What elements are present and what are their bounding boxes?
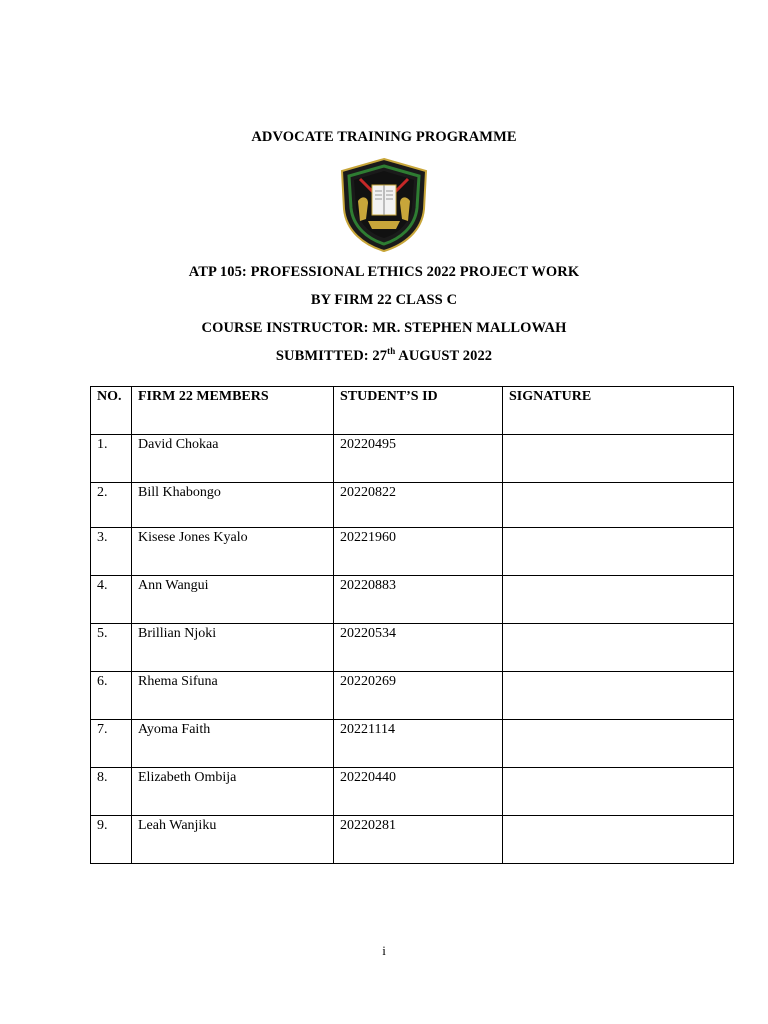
signature-cell[interactable]: [503, 483, 734, 528]
signature-cell[interactable]: [503, 816, 734, 864]
member-name: Elizabeth Ombija: [132, 768, 334, 816]
header-student-id: STUDENT’S ID: [334, 387, 503, 435]
table-row: [91, 483, 734, 528]
student-id: 20220281: [334, 816, 503, 864]
instructor-line: COURSE INSTRUCTOR: MR. STEPHEN MALLOWAH: [201, 320, 567, 336]
student-id: 20220269: [334, 672, 503, 720]
student-id: 20220822: [334, 483, 503, 528]
member-name: Brillian Njoki: [132, 624, 334, 672]
document-title: ADVOCATE TRAINING PROGRAMME: [251, 129, 517, 145]
row-number: 1.: [91, 435, 132, 483]
members-table: [90, 386, 734, 864]
student-id: 20221960: [334, 528, 503, 576]
member-name: David Chokaa: [132, 435, 334, 483]
submitted-suffix: AUGUST 2022: [395, 348, 493, 364]
submitted-prefix: SUBMITTED: 27: [275, 348, 388, 364]
firm-line: BY FIRM 22 CLASS C: [310, 292, 458, 308]
row-number: 8.: [91, 768, 132, 816]
table-row: [91, 720, 734, 768]
row-number: 5.: [91, 624, 132, 672]
table-row: [91, 435, 734, 483]
signature-cell[interactable]: [503, 720, 734, 768]
signature-cell[interactable]: [503, 672, 734, 720]
student-id: 20220495: [334, 435, 503, 483]
member-name: Kisese Jones Kyalo: [132, 528, 334, 576]
row-number: 3.: [91, 528, 132, 576]
header-no: NO.: [91, 387, 132, 435]
signature-cell[interactable]: [503, 576, 734, 624]
member-name: Ann Wangui: [132, 576, 334, 624]
submitted-line: [0, 348, 768, 365]
page-number: i: [382, 943, 386, 958]
signature-cell[interactable]: [503, 435, 734, 483]
student-id: 20220534: [334, 624, 503, 672]
row-number: 2.: [91, 483, 132, 528]
table-row: [91, 672, 734, 720]
row-number: 9.: [91, 816, 132, 864]
signature-cell[interactable]: [503, 528, 734, 576]
table-row: [91, 528, 734, 576]
header-members: FIRM 22 MEMBERS: [132, 387, 334, 435]
table-header-row: [91, 387, 734, 435]
submitted-superscript: th: [387, 346, 396, 357]
table-row: [91, 768, 734, 816]
course-title: ATP 105: PROFESSIONAL ETHICS 2022 PROJECT WORK: [188, 264, 580, 280]
signature-cell[interactable]: [503, 768, 734, 816]
member-name: Bill Khabongo: [132, 483, 334, 528]
member-name: Rhema Sifuna: [132, 672, 334, 720]
school-crest-logo: [336, 157, 432, 253]
member-name: Ayoma Faith: [132, 720, 334, 768]
table-row: [91, 576, 734, 624]
header-signature: SIGNATURE: [503, 387, 734, 435]
table-row: [91, 624, 734, 672]
table-row: [91, 816, 734, 864]
row-number: 7.: [91, 720, 132, 768]
row-number: 6.: [91, 672, 132, 720]
member-name: Leah Wanjiku: [132, 816, 334, 864]
student-id: 20221114: [334, 720, 503, 768]
signature-cell[interactable]: [503, 624, 734, 672]
row-number: 4.: [91, 576, 132, 624]
student-id: 20220440: [334, 768, 503, 816]
student-id: 20220883: [334, 576, 503, 624]
